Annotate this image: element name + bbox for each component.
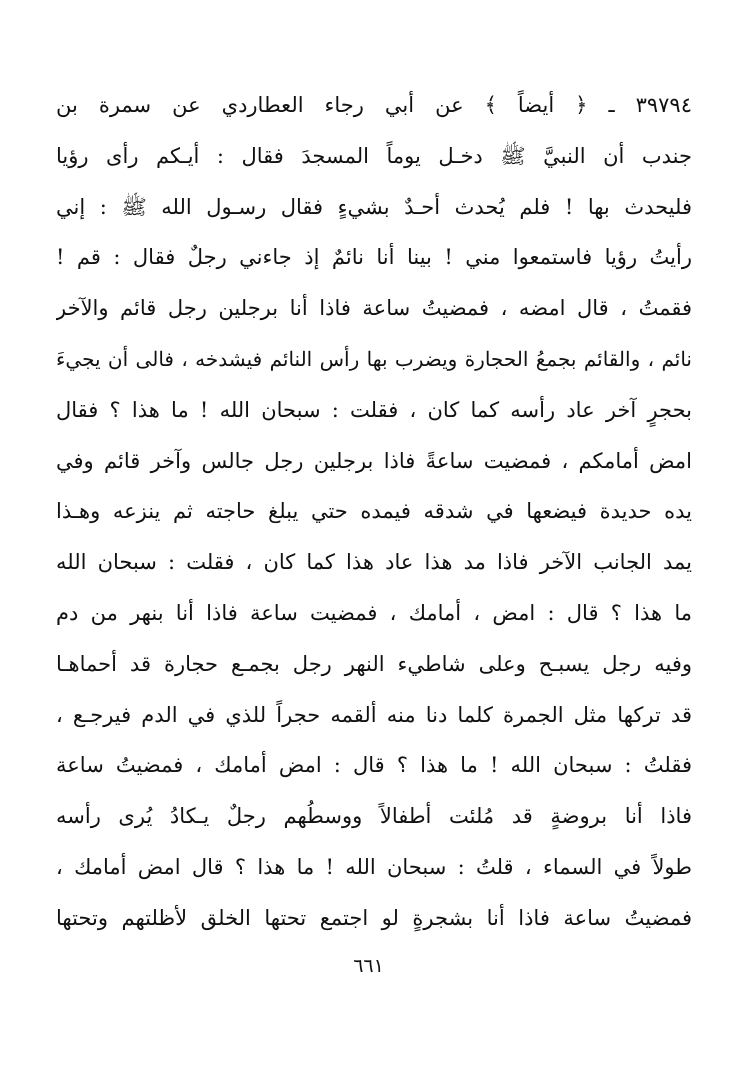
text-line-7: بحجرٍ آخر عاد رأسه كما كان ، فقلت : سبحان الله ! ما هذا ؟ فقال: [56, 397, 692, 422]
text-line-17: فمضيتُ ساعة فاذا أنا بشجرةٍ لو اجتمع تحتها الخلق لأظلتهم وتحتها: [56, 905, 692, 930]
text-line-6: نائم ، والقائم بجمعُ الحجارة ويضرب بها رأس النائم فيشدخه ، فالى أن يجيءَ: [56, 346, 692, 371]
text-line-9: يده حديدة فيضعها في شدقه فيمده حتي يبلغ حاجته ثم ينزعه وهـذا: [56, 499, 692, 524]
text-line-10: يمد الجانب الآخر فاذا مد هذا عاد هذا كما كان ، فقلت : سبحان الله: [56, 550, 692, 575]
text-line-2: جندب أن النبيَّ ﷺ دخـل يوماً المسجدَ فقال : أيـكم رأى رؤيا: [56, 143, 692, 168]
text-line-1: ٣٩٧٩٤ ـ ﴿ أيضاً ﴾ عن أبي رجاء العطاردي عن سمرة بن: [56, 93, 692, 117]
text-line-16: طولاً في السماء ، قلتُ : سبحان الله ! ما هذا ؟ قال امض أمامك ،: [56, 854, 692, 879]
text-line-11: ما هذا ؟ قال : امض ، أمامك ، فمضيت ساعة فاذا أنا بنهر من دم: [56, 600, 692, 625]
text-line-13: قد تركها مثل الجمرة كلما دنا منه ألقمه حجراً للذي في الدم فيرجـع ،: [56, 702, 692, 727]
text-line-5: فقمتُ ، قال امضه ، فمضيتُ ساعة فاذا أنا برجلين رجل قائم والآخر: [56, 296, 692, 321]
text-line-15: فاذا أنا بروضةٍ قد مُلئت أطفالاً ووسطُهم رجلٌ يـكادُ يُرى رأسه: [56, 804, 692, 829]
text-line-4: رأيتُ رؤيا فاستمعوا مني ! بينا أنا نائمٌ إذ جاءني رجلٌ فقال : قم !: [56, 245, 692, 270]
text-body: [56, 80, 692, 944]
page-number: ٦٦١: [353, 955, 384, 977]
text-line-8: امض أمامكم ، فمضيت ساعةً فاذا برجلين رجل جالس وآخر قائم وفي: [56, 448, 692, 473]
text-line-3: فليحدث بها ! فلم يُحدث أحـدٌ بشيءٍ فقال رسـول الله ﷺ : إني: [56, 194, 692, 219]
text-line-14: فقلتُ : سبحان الله ! ما هذا ؟ قال : امض أمامك ، فمضيتُ ساعة: [56, 753, 692, 778]
text-line-12: وفيه رجل يسبـح وعلى شاطيء النهر رجل بجمـع حجارة قد أحماهـا: [56, 651, 692, 676]
